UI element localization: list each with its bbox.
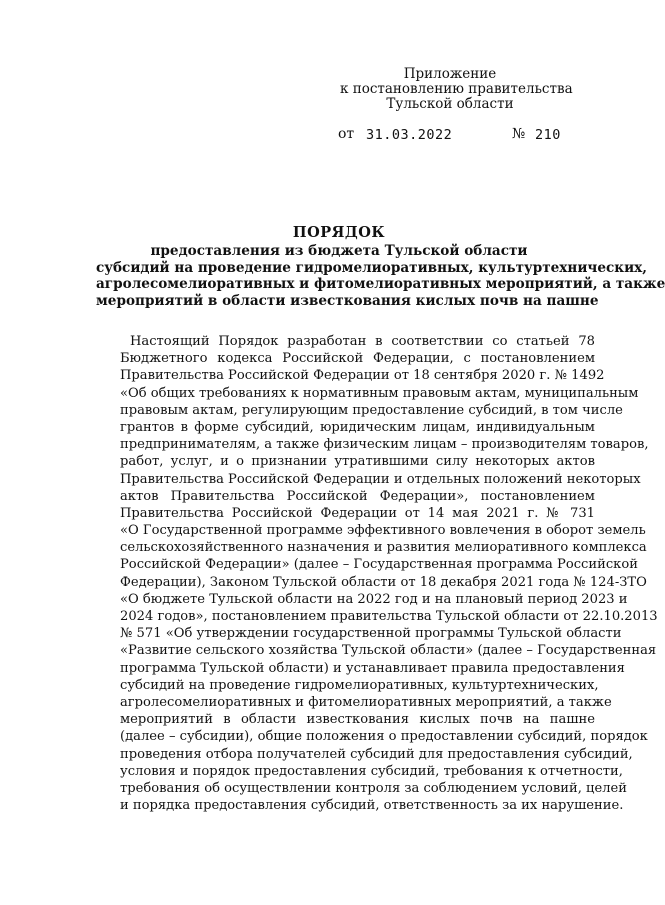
body-line: и порядка предоставления субсидий, ответственность за их нарушение. xyxy=(120,798,624,814)
body-line: проведения отбора получателей субсидий для предоставления субсидий, xyxy=(120,746,633,762)
body-paragraph xyxy=(120,333,658,814)
appendix-label: Приложение xyxy=(403,66,497,82)
document-title xyxy=(96,224,665,309)
body-line: субсидий на проведение гидромелиоративных, культуртехнических, xyxy=(120,677,599,693)
body-line: требования об осуществлении контроля за соблюдением условий, целей xyxy=(120,780,628,796)
title-line: агролесомелиоративных и фитомелиоративных мероприятий, а также xyxy=(96,276,665,293)
body-line: «О бюджете Тульской области на 2022 год и на плановый период 2023 и xyxy=(120,591,628,607)
body-line: агролесомелиоративных и фитомелиоративных мероприятий, а также xyxy=(120,694,612,710)
body-line: Правительства Российской Федерации от 14 мая 2021 г. № 731 xyxy=(120,505,595,521)
body-line: № 571 «Об утверждении государственной программы Тульской области xyxy=(120,626,622,642)
body-line: условия и порядок предоставления субсидий, требования к отчетности, xyxy=(120,763,623,779)
body-line: предпринимателям, а также физическим лицам – производителям товаров, xyxy=(120,437,649,453)
title-line: мероприятий в области известкования кислых почв на пашне xyxy=(96,292,599,309)
act-number: 210 xyxy=(535,127,561,143)
body-line: программа Тульской области) и устанавливает правила предоставления xyxy=(120,660,625,676)
body-line: сельскохозяйственного назначения и развития мелиоративного комплекса xyxy=(120,540,647,556)
title-line: субсидий на проведение гидромелиоративных, культуртехнических, xyxy=(96,259,648,276)
appendix-region-label: Тульской области xyxy=(386,96,514,112)
date-prefix: от xyxy=(338,126,355,142)
act-date: 31.03.2022 xyxy=(366,127,453,143)
appendix-resolution-label: к постановлению правительства xyxy=(340,81,573,97)
body-line: «О Государственной программе эффективного вовлечения в оборот земель xyxy=(120,523,646,539)
title-main: ПОРЯДОК xyxy=(292,224,386,241)
body-line: Федерации), Законом Тульской области от 18 декабря 2021 года № 124-ЗТО xyxy=(120,574,647,590)
body-line: Правительства Российской Федерации от 18 сентября 2020 г. № 1492 xyxy=(120,368,605,384)
number-sign: № xyxy=(512,126,526,142)
title-line: предоставления из бюджета Тульской области xyxy=(150,243,528,260)
body-line: Российской Федерации» (далее – Государственная программа Российской xyxy=(120,557,638,573)
body-line: работ, услуг, и о признании утратившими силу некоторых актов xyxy=(120,454,595,470)
body-line: Бюджетного кодекса Российской Федерации, с постановлением xyxy=(120,351,595,367)
appendix-header xyxy=(340,66,573,112)
body-line: Правительства Российской Федерации и отдельных положений некоторых xyxy=(120,471,641,487)
body-line: актов Правительства Российской Федерации», постановлением xyxy=(120,488,595,504)
body-line: 2024 годов», постановлением правительства Тульской области от 22.10.2013 xyxy=(120,609,658,624)
body-line: Настоящий Порядок разработан в соответствии со статьей 78 xyxy=(130,334,595,349)
body-line: «Развитие сельского хозяйства Тульской области» (далее – Государственная xyxy=(120,643,657,659)
body-line: грантов в форме субсидий, юридическим лицам, индивидуальным xyxy=(120,419,595,435)
body-line: «Об общих требованиях к нормативным правовым актам, муниципальным xyxy=(120,385,639,401)
body-line: (далее – субсидии), общие положения о предоставлении субсидий, порядок xyxy=(120,729,648,745)
body-line: мероприятий в области известкования кислых почв на пашне xyxy=(120,712,595,728)
body-line: правовым актам, регулирующим предоставление субсидий, в том числе xyxy=(120,402,623,418)
